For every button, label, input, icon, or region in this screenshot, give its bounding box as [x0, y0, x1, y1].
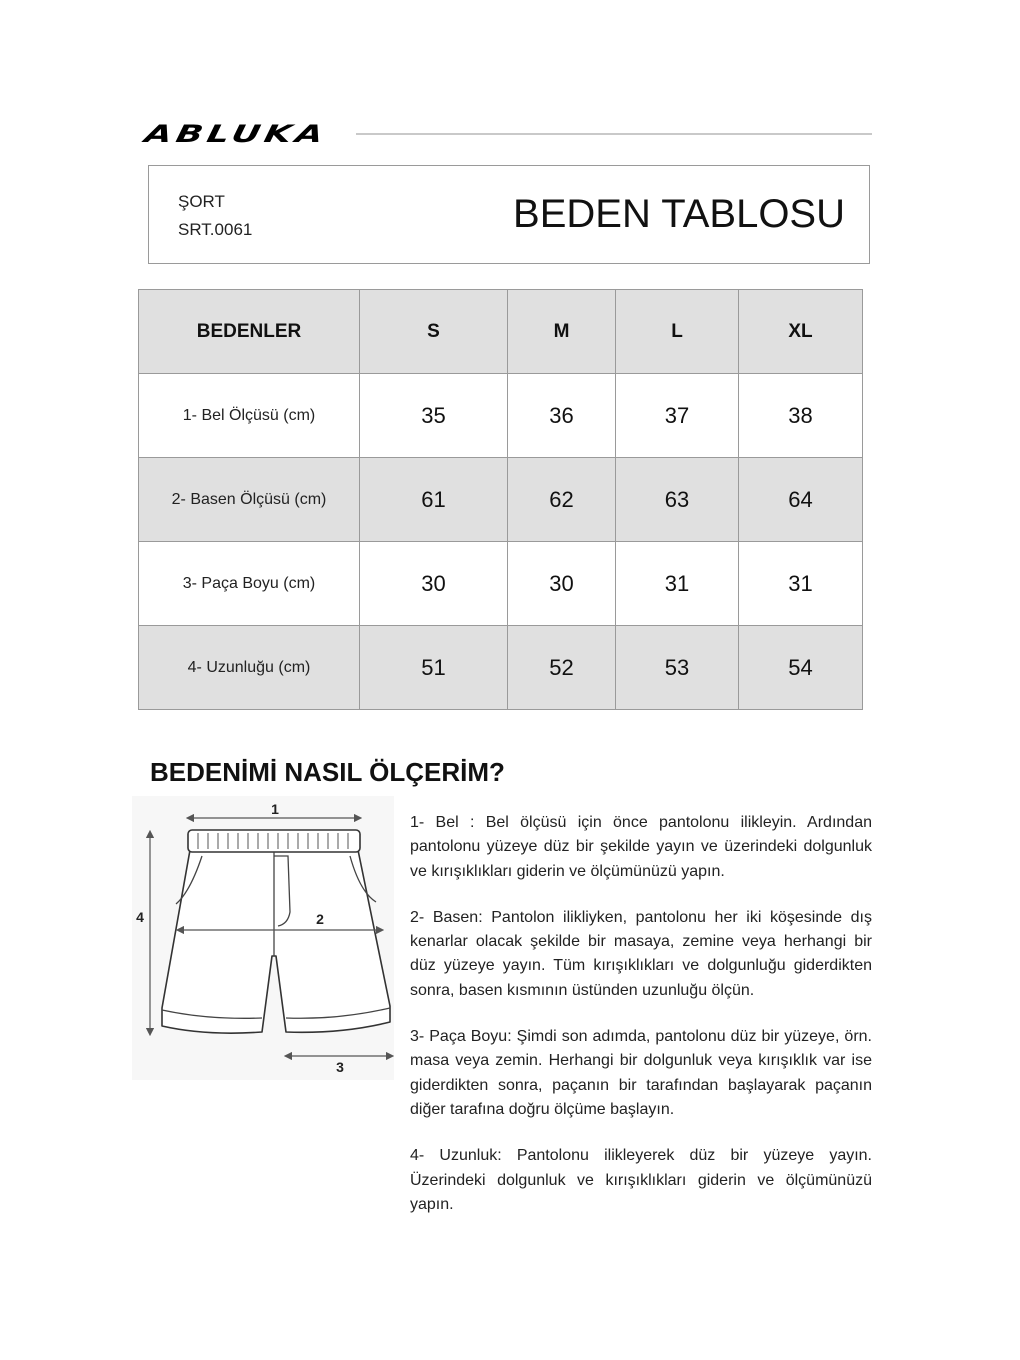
column-header: M [508, 290, 616, 374]
measure-guide-title: BEDENİMİ NASIL ÖLÇERİM? [150, 757, 505, 787]
shorts-waistband [188, 830, 360, 852]
table-cell: 30 [360, 542, 508, 626]
shorts-measurement-diagram [132, 796, 394, 1080]
table-cell: 53 [616, 626, 739, 710]
diagram-label: 1 [271, 801, 279, 817]
table-cell: 54 [739, 626, 863, 710]
table-cell: 37 [616, 374, 739, 458]
table-cell: 64 [739, 458, 863, 542]
table-cell: 63 [616, 458, 739, 542]
table-row [139, 542, 863, 626]
size-table [138, 289, 863, 710]
table-cell: 62 [508, 458, 616, 542]
instruction-waist: 1- Bel : Bel ölçüsü için önce pantolonu ilikleyin. Ardından pantolonu yüzeye düz bir şekilde yayın ve üzerindeki dolgunluk ve kırışıklıkları giderin ve ölçümünüzü yapın. [410, 814, 872, 880]
row-label: 2- Basen Ölçüsü (cm) [139, 458, 360, 542]
table-row [139, 458, 863, 542]
table-cell: 31 [616, 542, 739, 626]
row-label: 4- Uzunluğu (cm) [139, 626, 360, 710]
table-cell: 52 [508, 626, 616, 710]
size-table-header [139, 290, 863, 374]
product-type: ŞORT [178, 192, 225, 211]
diagram-label: 3 [336, 1059, 344, 1075]
measure-instructions [410, 811, 872, 1239]
page-title: BEDEN TABLOSU [513, 192, 845, 236]
diagram-label: 2 [316, 911, 324, 927]
column-header: L [616, 290, 739, 374]
table-cell: 30 [508, 542, 616, 626]
table-row [139, 626, 863, 710]
table-cell: 35 [360, 374, 508, 458]
instruction-leg-opening: 3- Paça Boyu: Şimdi son adımda, pantolonu düz bir yüzeye, örn. masa veya zemin. Herhangi bir dolgunluk veya kırışıklık var ise giderdikten sonra, paçanın bir tarafından başlayarak paçanın diğer tarafına doğru ölçüme başlayın. [410, 1028, 872, 1118]
diagram-label: 4 [136, 909, 144, 925]
table-cell: 61 [360, 458, 508, 542]
table-cell: 38 [739, 374, 863, 458]
row-label: 3- Paça Boyu (cm) [139, 542, 360, 626]
brand-logo: ABLUKA [142, 120, 330, 148]
instruction-length: 4- Uzunluk: Pantolonu ilikleyerek düz bir yüzeye yayın. Üzerindeki dolgunluk ve kırışıklıkları giderin ve ölçümünüzü yapın. [410, 1147, 872, 1213]
brand-divider [356, 133, 872, 135]
table-cell: 31 [739, 542, 863, 626]
column-header: S [360, 290, 508, 374]
brand-bar [142, 120, 872, 152]
row-label: 1- Bel Ölçüsü (cm) [139, 374, 360, 458]
column-header: BEDENLER [139, 290, 360, 374]
table-cell: 51 [360, 626, 508, 710]
product-header [148, 165, 870, 264]
table-row [139, 374, 863, 458]
instruction-hip: 2- Basen: Pantolon ilikliyken, pantolonu her iki köşesinde dış kenarlar olacak şekilde bir masaya, zemine veya herhangi bir düz yüzeye yayın. Tüm kırışıklıkları ve dolgunluğu giderdikten sonra, basen kısmının üstünden uzunluğu ölçün. [410, 908, 872, 999]
column-header: XL [739, 290, 863, 374]
product-code: SRT.0061 [178, 220, 253, 239]
table-cell: 36 [508, 374, 616, 458]
